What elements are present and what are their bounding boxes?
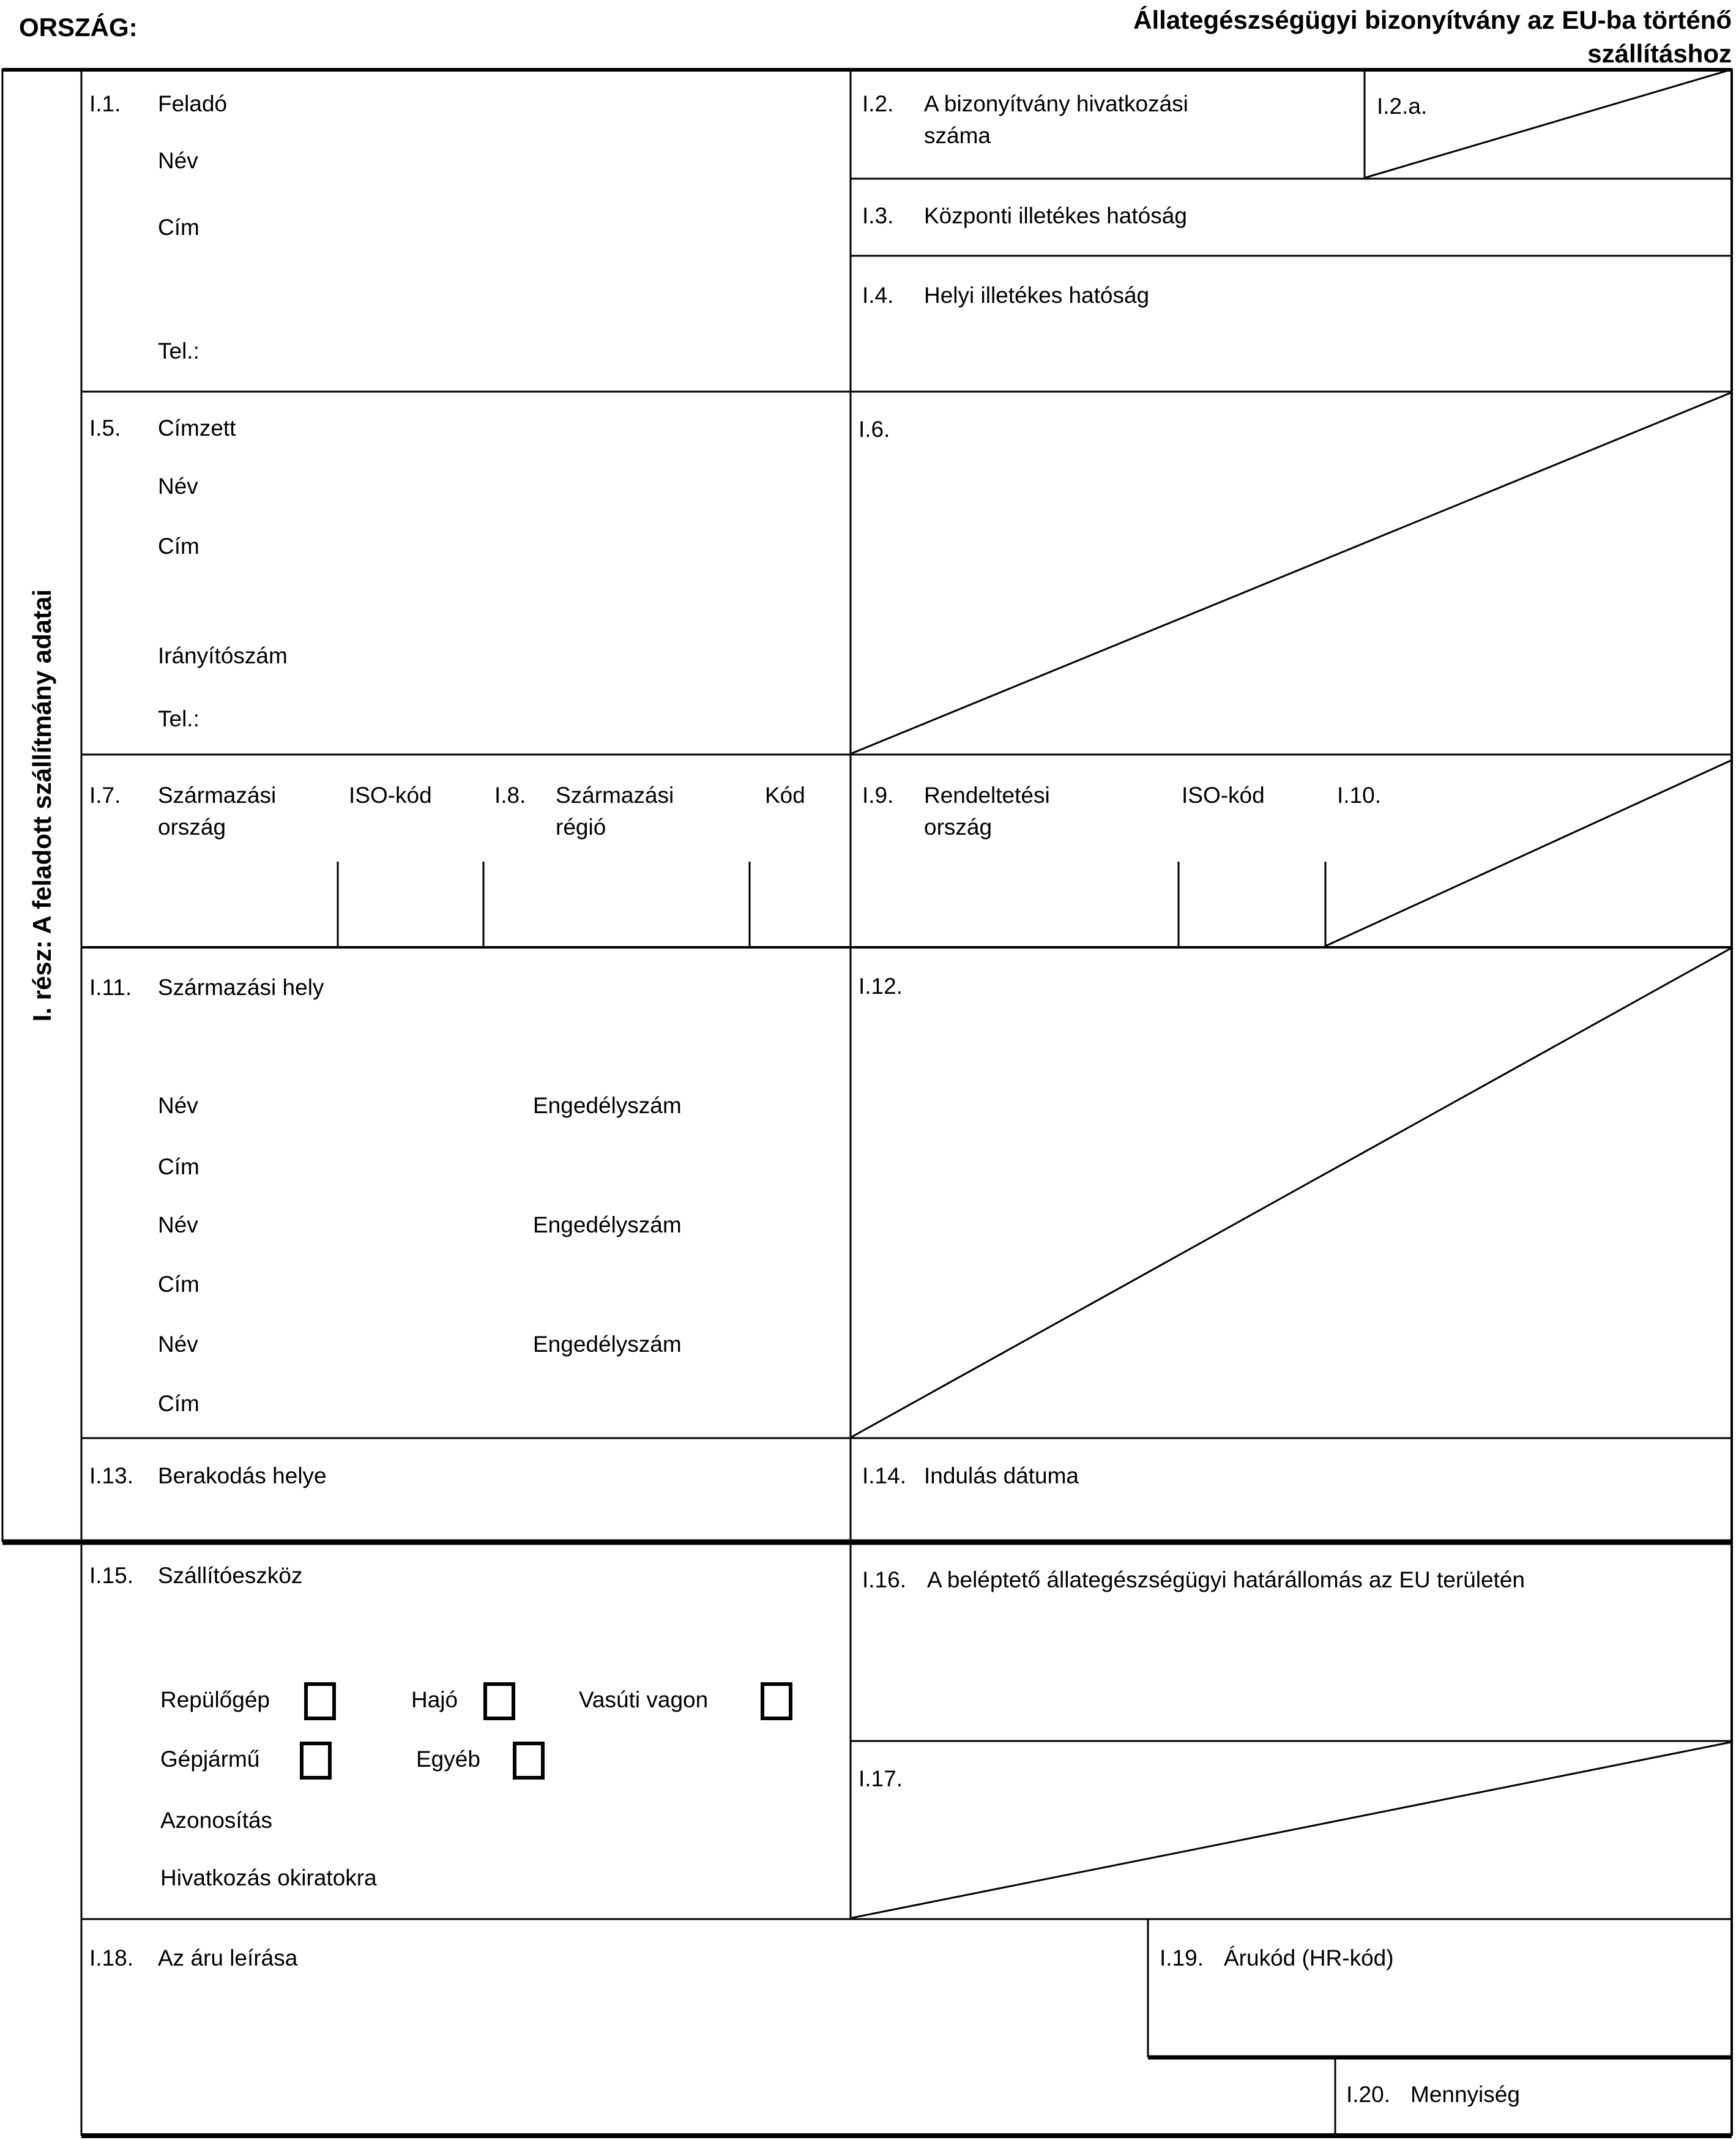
field-i11-name2-label: Név [158,1212,198,1237]
field-i15-doc-ref-label: Hivatkozás okiratokra [160,1865,377,1890]
option-other-label: Egyéb [416,1747,480,1772]
part1-side-label: I. rész: A feladott szállítmány adatai [27,589,56,1022]
field-i15-label: Szállítóeszköz [158,1563,303,1588]
diagonal-line-i10 [1325,761,1730,946]
field-i13-number: I.13. [89,1463,133,1488]
field-i9-label: Rendeltetési ország [924,783,1050,840]
field-i5-number: I.5. [89,416,121,441]
field-i11-approval2-label: Engedélyszám [533,1212,682,1237]
option-railway-wagon-label: Vasúti vagon [579,1687,709,1712]
field-i16-label: A beléptető állategészségügyi határállomás az EU területén [927,1567,1525,1592]
field-i5-address-label: Cím [158,534,199,559]
field-i4-label: Helyi illetékes hatóság [924,283,1150,308]
field-i20-label: Mennyiség [1410,2082,1520,2107]
field-i2-label: A bizonyítvány hivatkozási száma [924,91,1188,148]
field-i14-number: I.14. [862,1463,906,1488]
field-i2a-number: I.2.a. [1377,94,1428,119]
country-label: ORSZÁG: [19,13,138,42]
form-title-line2: szállításhoz [1587,39,1732,68]
field-i5-label: Címzett [158,416,236,441]
field-i11-label: Származási hely [158,975,324,1000]
field-i8-number: I.8. [494,783,526,808]
diagonal-line-i2a [1366,70,1730,177]
diagonal-line-i12 [852,949,1730,1437]
field-i6-number: I.6. [859,417,890,442]
field-i10-number: I.10. [1337,783,1381,808]
field-i19-label: Árukód (HR-kód) [1224,1945,1394,1970]
field-i1-name-label: Név [158,148,198,173]
field-i7-label: Származási ország [158,783,277,840]
field-i19-number: I.19. [1160,1945,1204,1970]
field-i7-iso-label: ISO-kód [349,783,432,808]
field-i11-approval1-label: Engedélyszám [533,1093,682,1118]
field-i1-number: I.1. [89,91,121,116]
field-i8-code-label: Kód [765,783,805,808]
field-i3-number: I.3. [862,203,894,228]
field-i11-approval3-label: Engedélyszám [533,1332,682,1357]
checkbox-airplane[interactable] [304,1682,336,1720]
diagonal-line-i6 [852,393,1730,753]
field-i11-address1-label: Cím [158,1154,199,1179]
field-i7-number: I.7. [89,783,121,808]
field-i1-label: Feladó [158,91,228,116]
option-road-vehicle-label: Gépjármű [160,1747,260,1772]
field-i18-label: Az áru leírása [158,1945,298,1970]
checkbox-road-vehicle[interactable] [300,1742,332,1780]
field-i13-label: Berakodás helye [158,1463,327,1488]
checkbox-ship[interactable] [483,1682,515,1720]
field-i5-postal-label: Irányítószám [158,643,288,668]
field-i18-number: I.18. [89,1945,133,1970]
field-i20-number: I.20. [1346,2082,1390,2107]
checkbox-other[interactable] [513,1742,545,1780]
field-i2-number: I.2. [862,91,894,116]
field-i11-address3-label: Cím [158,1391,199,1416]
form-title-line1: Állategészségügyi bizonyítvány az EU-ba történő [1133,6,1732,34]
option-airplane-label: Repülőgép [160,1687,270,1712]
field-i12-number: I.12. [859,974,903,999]
part1-side-strip [2,69,81,1542]
diagonal-line-i17 [852,1742,1730,1918]
option-ship-label: Hajó [411,1687,458,1712]
field-i4-number: I.4. [862,283,894,308]
field-i11-name1-label: Név [158,1093,198,1118]
field-i9-number: I.9. [862,783,894,808]
field-i15-identification-label: Azonosítás [160,1808,273,1833]
field-i11-number: I.11. [89,975,132,1000]
field-i1-tel-label: Tel.: [158,338,199,364]
field-i8-label: Származási régió [556,783,674,840]
field-i16-number: I.16. [862,1567,906,1592]
field-i15-number: I.15. [89,1563,133,1588]
field-i1-address-label: Cím [158,215,199,240]
field-i3-label: Központi illetékes hatóság [924,203,1187,228]
field-i17-number: I.17. [859,1766,903,1791]
checkbox-railway-wagon[interactable] [761,1682,792,1720]
field-i5-name-label: Név [158,474,198,499]
field-i9-iso-label: ISO-kód [1182,783,1265,808]
field-i14-label: Indulás dátuma [924,1463,1079,1488]
field-i5-tel-label: Tel.: [158,706,199,731]
field-i11-address2-label: Cím [158,1272,199,1297]
field-i11-name3-label: Név [158,1332,198,1357]
